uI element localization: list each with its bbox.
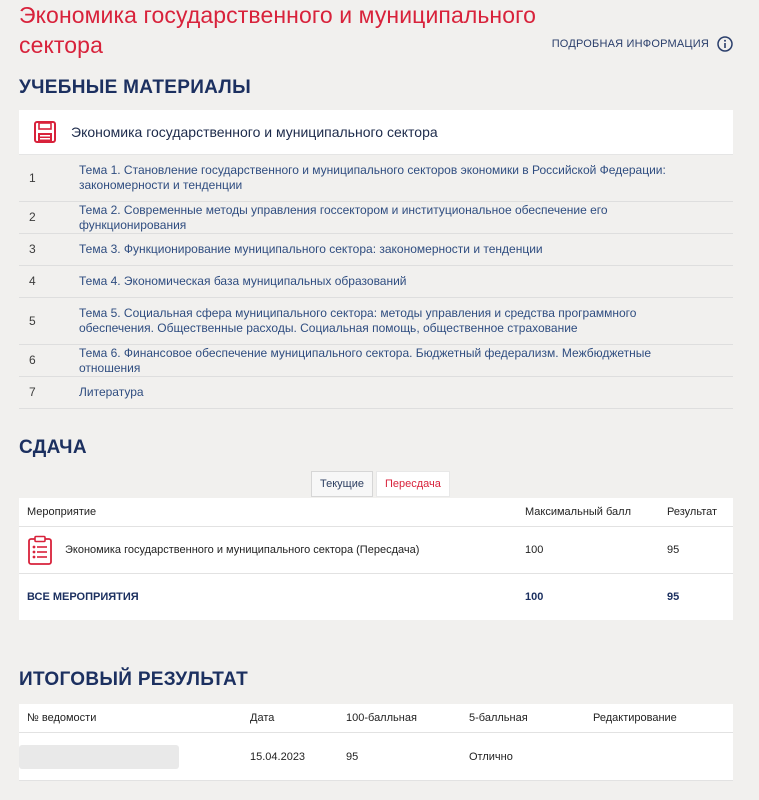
table-row	[19, 733, 733, 781]
item-number: 3	[29, 242, 36, 256]
sheet-number-placeholder	[19, 745, 179, 769]
item-number: 2	[29, 210, 36, 224]
topic-link[interactable]: Тема 3. Функционирование муниципального сектора: закономерности и тенденции	[79, 242, 543, 256]
list-item[interactable]	[19, 155, 733, 202]
total-row	[19, 574, 733, 620]
tab-current[interactable]: Текущие	[311, 471, 373, 497]
tab-retake[interactable]: Пересдача	[376, 471, 450, 497]
final-date: 15.04.2023	[250, 750, 306, 763]
column-edit: Редактирование	[593, 712, 677, 724]
total-result: 95	[667, 590, 680, 603]
materials-course-header[interactable]	[19, 110, 733, 155]
table-header-row	[19, 498, 733, 527]
floppy-disk-icon	[33, 120, 57, 144]
event-name[interactable]: Экономика государственного и муниципального сектора (Пересдача)	[65, 544, 420, 556]
submission-section-title: СДАЧА	[19, 437, 87, 458]
topic-link[interactable]: Тема 6. Финансовое обеспечение муниципального сектора. Бюджетный федерализм. Межбюджетные отношения	[79, 345, 652, 375]
materials-course-title: Экономика государственного и муниципального сектора	[71, 124, 438, 140]
submission-table	[19, 498, 733, 620]
materials-list	[19, 155, 733, 409]
column-max: Максимальный балл	[525, 506, 631, 518]
topic-link[interactable]: Литература	[79, 385, 144, 399]
topic-link[interactable]: Тема 5. Социальная сфера муниципального сектора: методы управления и средства программного обеспечения. Общественные расходы. Социальная помощь, общественное страхование	[79, 306, 637, 335]
page-title: Экономика государственного и муниципального сектора	[19, 2, 537, 58]
list-item[interactable]	[19, 298, 733, 345]
table-row[interactable]	[19, 527, 733, 574]
event-result: 95	[667, 544, 680, 556]
column-score5: 5-балльная	[469, 712, 528, 724]
total-max: 100	[525, 590, 544, 603]
item-number: 5	[29, 313, 36, 328]
more-info-label: ПОДРОБНАЯ ИНФОРМАЦИЯ	[551, 38, 709, 50]
item-number: 7	[29, 385, 36, 399]
clipboard-list-icon	[27, 535, 53, 565]
event-max-score: 100	[525, 544, 544, 556]
column-date: Дата	[250, 712, 275, 724]
final-edit-cell	[593, 733, 733, 781]
final-section-title: ИТОГОВЫЙ РЕЗУЛЬТАТ	[19, 669, 249, 690]
topic-link[interactable]: Тема 1. Становление государственного и муниципального секторов экономики в Российской Федерации: закономерности и тенденции	[79, 163, 666, 192]
final-table	[19, 704, 733, 781]
topic-link[interactable]: Тема 4. Экономическая база муниципальных образований	[79, 274, 407, 288]
total-label: ВСЕ МЕРОПРИЯТИЯ	[27, 590, 139, 603]
list-item[interactable]	[19, 266, 733, 298]
list-item[interactable]	[19, 377, 733, 409]
column-event: Мероприятие	[27, 506, 97, 518]
column-result: Результат	[667, 506, 718, 518]
column-score100: 100-балльная	[346, 712, 417, 724]
submission-tabs	[311, 471, 450, 497]
column-sheet: № ведомости	[27, 712, 97, 724]
list-item[interactable]	[19, 234, 733, 266]
topic-link[interactable]: Тема 2. Современные методы управления госсектором и институциональное обеспечение его функционирования	[79, 202, 608, 232]
final-score5: Отлично	[469, 750, 513, 763]
item-number: 4	[29, 274, 36, 288]
more-info-link[interactable]	[552, 36, 733, 52]
materials-section-title: УЧЕБНЫЕ МАТЕРИАЛЫ	[19, 77, 251, 98]
final-score100: 95	[346, 750, 359, 763]
item-number: 6	[29, 353, 36, 367]
materials-course-card	[19, 110, 733, 155]
list-item[interactable]	[19, 345, 733, 377]
item-number: 1	[29, 170, 36, 185]
list-item[interactable]	[19, 202, 733, 234]
info-circle-icon	[717, 36, 733, 52]
table-header-row	[19, 704, 733, 733]
